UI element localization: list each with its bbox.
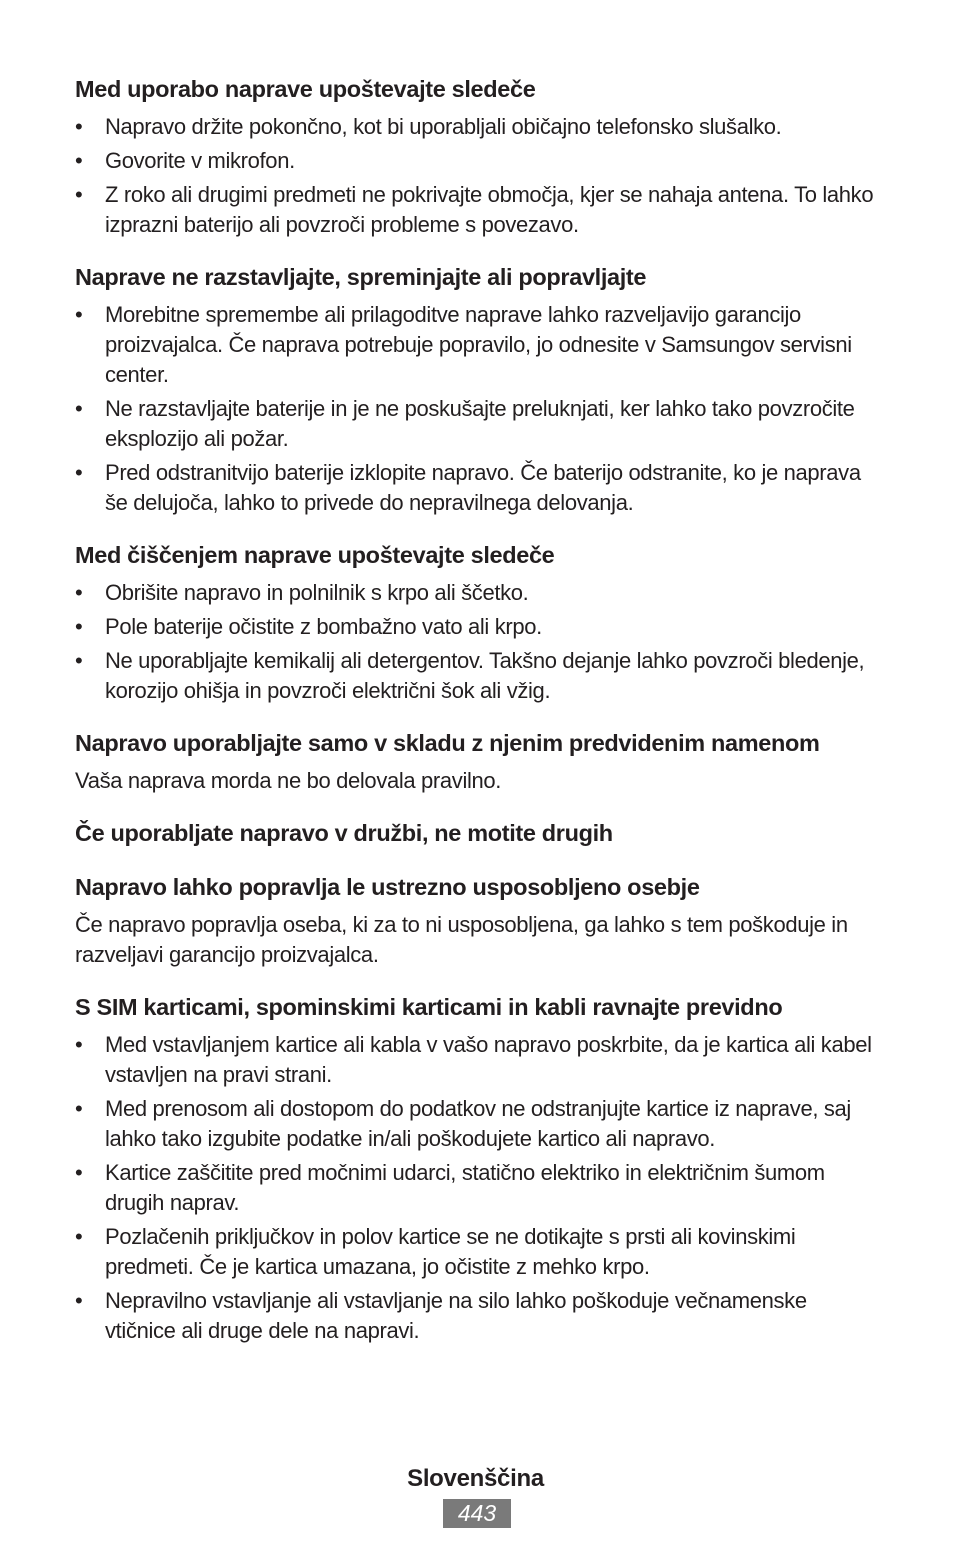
section-heading: Če uporabljate napravo v družbi, ne motite drugih — [75, 820, 613, 846]
list-item — [75, 394, 875, 454]
page-number-wrapper — [0, 1499, 954, 1528]
bullet-list — [75, 112, 875, 240]
list-item-text: Ne razstavljajte baterije in je ne poskušajte preluknjati, ker lahko tako povzročite eksplozijo ali požar. — [105, 396, 855, 451]
list-item-text: Pozlačenih priključkov in polov kartice se ne dotikajte s prsti ali kovinskimi predmeti. Če je kartica umazana, jo očistite z mehko krpo. — [105, 1224, 796, 1279]
section-text: Če napravo popravlja oseba, ki za to ni usposobljena, ga lahko s tem poškoduje in razveljavi garancijo proizvajalca. — [75, 912, 848, 967]
section-intended-use — [75, 726, 875, 796]
list-item — [75, 1094, 875, 1154]
list-item — [75, 112, 875, 142]
list-item — [75, 1286, 875, 1346]
bullet-icon: • — [75, 614, 83, 639]
list-item-text: Pred odstranitvijo baterije izklopite napravo. Če baterijo odstranite, ko je naprava še delujoča, lahko to privede do nepravilnega delovanja. — [105, 460, 861, 515]
section-heading: Med čiščenjem naprave upoštevajte sledeče — [75, 542, 555, 568]
list-item — [75, 646, 875, 706]
bullet-list — [75, 578, 875, 706]
list-item-text: Med prenosom ali dostopom do podatkov ne odstranjujte kartice iz naprave, saj lahko tako izgubite podatke in/ali poškodujete kartico ali napravo. — [105, 1096, 851, 1151]
bullet-icon: • — [75, 1288, 83, 1313]
bullet-list — [75, 300, 875, 518]
list-item-text: Nepravilno vstavljanje ali vstavljanje na silo lahko poškoduje večnamenske vtičnice ali druge dele na napravi. — [105, 1288, 807, 1343]
bullet-icon: • — [75, 580, 83, 605]
bullet-icon: • — [75, 648, 83, 673]
list-item — [75, 612, 875, 642]
bullet-list — [75, 1030, 875, 1346]
list-item — [75, 300, 875, 390]
list-item — [75, 1158, 875, 1218]
list-item — [75, 1222, 875, 1282]
section-heading: Med uporabo naprave upoštevajte sledeče — [75, 76, 536, 102]
list-item-text: Govorite v mikrofon. — [105, 148, 295, 173]
list-item-text: Kartice zaščitite pred močnimi udarci, statično elektriko in električnim šumom drugih naprav. — [105, 1160, 825, 1215]
list-item-text: Morebitne spremembe ali prilagoditve naprave lahko razveljavijo garancijo proizvajalca. Če naprava potrebuje popravilo, jo odnesite v Samsungov servisni center. — [105, 302, 852, 387]
section-usage — [75, 72, 875, 240]
list-item-text: Ne uporabljajte kemikalij ali detergentov. Takšno dejanje lahko povzroči bledenje, korozijo ohišja in povzroči električni šok ali vžig. — [105, 648, 865, 703]
bullet-icon: • — [75, 1224, 83, 1249]
list-item — [75, 1030, 875, 1090]
section-heading: S SIM karticami, spominskimi karticami in kabli ravnajte previdno — [75, 994, 783, 1020]
page-content — [75, 72, 875, 1366]
list-item-text: Obrišite napravo in polnilnik s krpo ali ščetko. — [105, 580, 529, 605]
section-cards-cables — [75, 990, 875, 1346]
section-heading: Napravo lahko popravlja le ustrezno usposobljeno osebje — [75, 874, 700, 900]
list-item — [75, 458, 875, 518]
section-dont-disturb — [75, 816, 875, 850]
section-heading: Naprave ne razstavljajte, spreminjajte ali popravljajte — [75, 264, 647, 290]
bullet-icon: • — [75, 148, 83, 173]
bullet-icon: • — [75, 1160, 83, 1185]
list-item-text: Pole baterije očistite z bombažno vato ali krpo. — [105, 614, 542, 639]
bullet-icon: • — [75, 182, 83, 207]
list-item-text: Napravo držite pokončno, kot bi uporabljali običajno telefonsko slušalko. — [105, 114, 782, 139]
bullet-icon: • — [75, 1032, 83, 1057]
section-no-disassembly — [75, 260, 875, 518]
page-footer — [0, 1462, 954, 1528]
list-item — [75, 146, 875, 176]
bullet-icon: • — [75, 460, 83, 485]
bullet-icon: • — [75, 114, 83, 139]
bullet-icon: • — [75, 396, 83, 421]
language-label: Slovenščina — [407, 1465, 544, 1492]
list-item-text: Med vstavljanjem kartice ali kabla v vašo napravo poskrbite, da je kartica ali kabel vstavljen na pravi strani. — [105, 1032, 872, 1087]
section-text: Vaša naprava morda ne bo delovala pravilno. — [75, 768, 502, 793]
list-item — [75, 180, 875, 240]
list-item-text: Z roko ali drugimi predmeti ne pokrivajte območja, kjer se nahaja antena. To lahko izprazni baterijo ali povzroči probleme s povezavo. — [105, 182, 874, 237]
page-number-badge: 443 — [443, 1499, 511, 1528]
section-cleaning — [75, 538, 875, 706]
section-heading: Napravo uporabljajte samo v skladu z njenim predvidenim namenom — [75, 730, 820, 756]
bullet-icon: • — [75, 302, 83, 327]
list-item — [75, 578, 875, 608]
section-qualified-service — [75, 870, 875, 970]
bullet-icon: • — [75, 1096, 83, 1121]
